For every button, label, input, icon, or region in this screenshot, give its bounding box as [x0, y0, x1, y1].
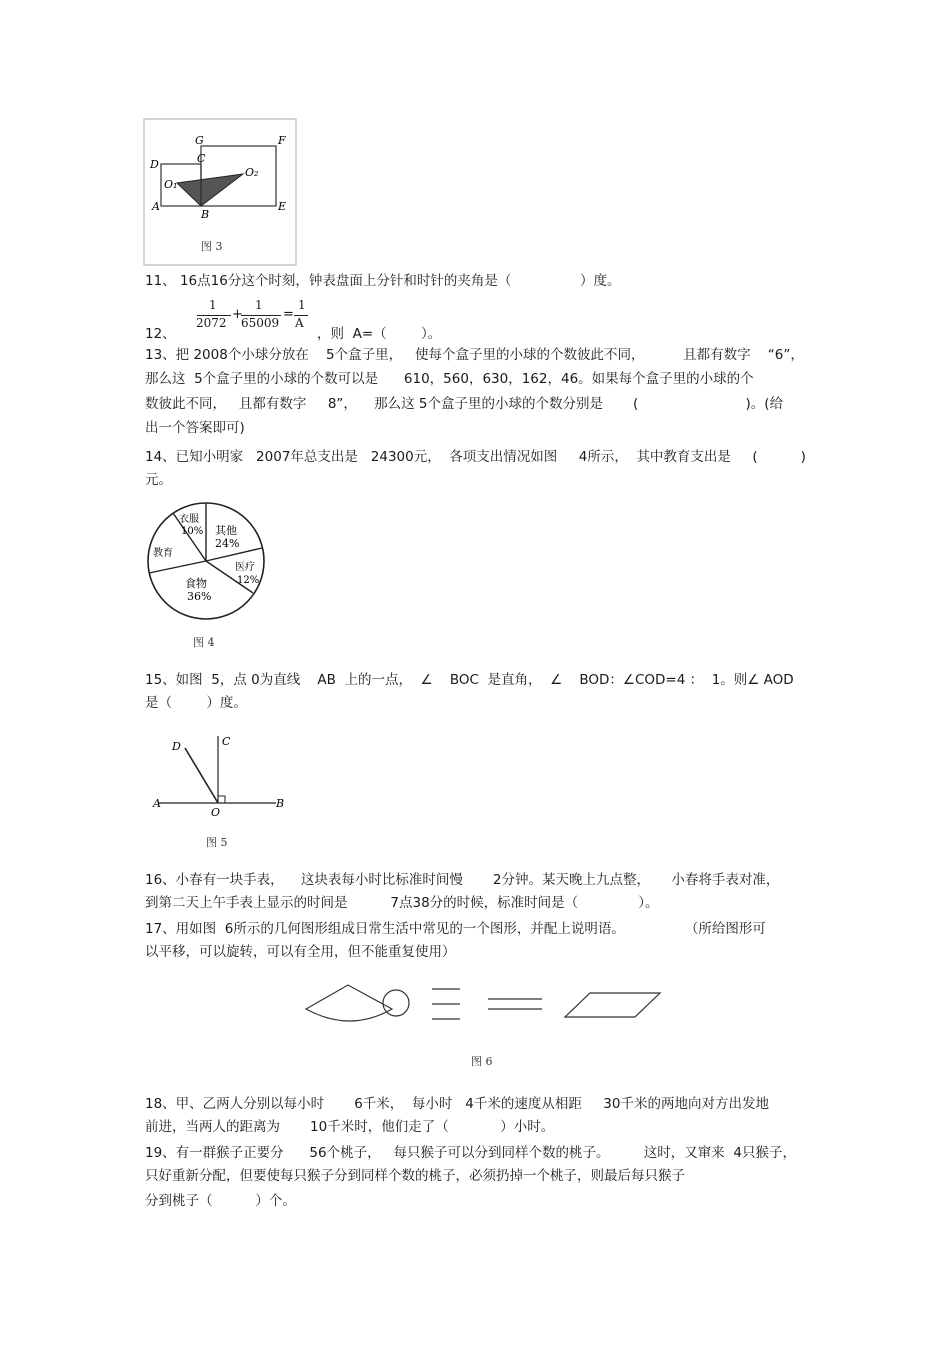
question-16-line-1: 16、小春有一块手表， 这块表每小时比标准时间慢 2分钟。某天晚上九点整， 小春将手表对准，: [145, 872, 780, 888]
question-16-line-2: 到第二天上午手表上显示的时间是 7点38分的时候，标准时间是（ ）。: [145, 895, 659, 911]
label-O1: O₁: [164, 178, 178, 191]
question-19-line-2: 只好重新分配，但要使每只猴子分到同样个数的桃子，必须扔掉一个桃子，则最后每只猴子: [145, 1168, 685, 1184]
question-13-line-2: 那么这 5个盒子里的小球的个数可以是 610，560，630，162，46。如果每个盒子里的小球的个: [145, 371, 754, 387]
question-14-line-1: 14、已知小明家 2007年总支出是 24300元， 各项支出情况如图 4所示， 其中教育支出是 ( ): [145, 449, 806, 465]
q12-frac3-num: 1: [298, 298, 306, 312]
question-12: [145, 298, 645, 342]
label-O2: O₂: [245, 166, 259, 179]
label-B: B: [201, 208, 210, 221]
q12-frac1-num: 1: [209, 298, 217, 312]
question-11: 11、 16点16分这个时刻，钟表盘面上分针和时针的夹角是（ ）度。: [145, 273, 621, 289]
label-A: A: [152, 200, 160, 213]
shaded-triangle: [177, 174, 243, 206]
label-C: C: [197, 152, 206, 165]
question-19-line-1: 19、有一群猴子正要分 56个桃子， 每只猴子可以分到同样个数的桃子。 这时，又窜来 4只猴子，: [145, 1145, 796, 1161]
slice-food-value: 36%: [187, 590, 212, 603]
question-14-line-2: 元。: [145, 472, 172, 488]
slice-medical-label: 医疗: [235, 562, 255, 573]
figure-6-caption: 图 6: [471, 1055, 493, 1068]
figure-6: [300, 975, 665, 1075]
question-18-line-1: 18、甲、乙两人分别以每小时 6千米， 每小时 4千米的速度从相距 30千米的两地向对方出发地: [145, 1096, 769, 1112]
label-E: E: [278, 200, 287, 213]
question-17-line-2: 以平移，可以旋转，可以有全用，但不能重复使用）: [145, 944, 456, 960]
pie-divider-edu: [149, 561, 206, 573]
figure-3: [143, 118, 299, 268]
slice-other-label: 其他: [215, 524, 237, 537]
q12-frac2-num: 1: [255, 298, 263, 312]
label-O: O: [211, 806, 221, 819]
figure-3-caption: 图 3: [201, 240, 223, 253]
question-18-line-2: 前进，当两人的距离为 10千米时，他们走了（ ）小时。: [145, 1119, 555, 1135]
q12-frac1-den: 2072: [196, 316, 227, 330]
sector-shape: [306, 985, 392, 1021]
label-A: A: [153, 797, 161, 810]
slice-clothes-value: 10%: [181, 526, 204, 537]
question-15-line-1: 15、如图 5，点 0为直线 AB 上的一点， ∠ BOC 是直角， ∠ BOD：∠COD=4 ： 1。则∠ AOD: [145, 672, 794, 688]
slice-edu-label: 教育: [153, 548, 173, 559]
question-13-line-3: 数彼此不同， 且都有数字 8”， 那么这 5个盒子里的小球的个数分别是 ( )。(给: [145, 396, 784, 412]
figure-4-caption: 图 4: [193, 636, 215, 649]
label-D: D: [172, 740, 181, 753]
question-19-line-3: 分到桃子（ ）个。: [145, 1193, 296, 1209]
circle-shape: [383, 990, 409, 1016]
q12-eq: =: [283, 307, 294, 322]
q12-number: 12、: [145, 326, 176, 342]
q12-plus: +: [232, 307, 243, 322]
label-C: C: [222, 735, 231, 748]
q12-frac2-den: 65009: [241, 316, 280, 330]
question-13-line-1: 13、把 2008个小球分放在 5个盒子里， 使每个盒子里的小球的个数彼此不同， 且都有数字 “6”，: [145, 347, 804, 363]
label-B: B: [276, 797, 285, 810]
slice-clothes-label: 衣服: [179, 514, 199, 525]
slice-food-label: 食物: [185, 577, 207, 590]
label-G: G: [195, 134, 204, 147]
slice-other-value: 24%: [215, 537, 240, 550]
right-angle-mark: [218, 796, 225, 803]
question-15-line-2: 是（ ）度。: [145, 695, 247, 711]
q12-tail: ，则 A=（ ）。: [317, 326, 442, 342]
figure-4: [143, 498, 273, 658]
question-13-line-4: 出一个答案即可): [145, 420, 245, 436]
label-F: F: [278, 134, 286, 147]
ray-OD: [185, 748, 218, 803]
figure-5-caption: 图 5: [206, 836, 228, 849]
q12-frac3-den: A: [295, 316, 304, 330]
label-D: D: [150, 158, 159, 171]
figure-5: [148, 728, 298, 856]
slice-medical-value: 12%: [237, 575, 260, 586]
question-17-line-1: 17、用如图 6所示的几何图形组成日常生活中常见的一个图形，并配上说明语。 （所给图形可: [145, 921, 766, 937]
parallelogram-shape: [565, 993, 660, 1017]
